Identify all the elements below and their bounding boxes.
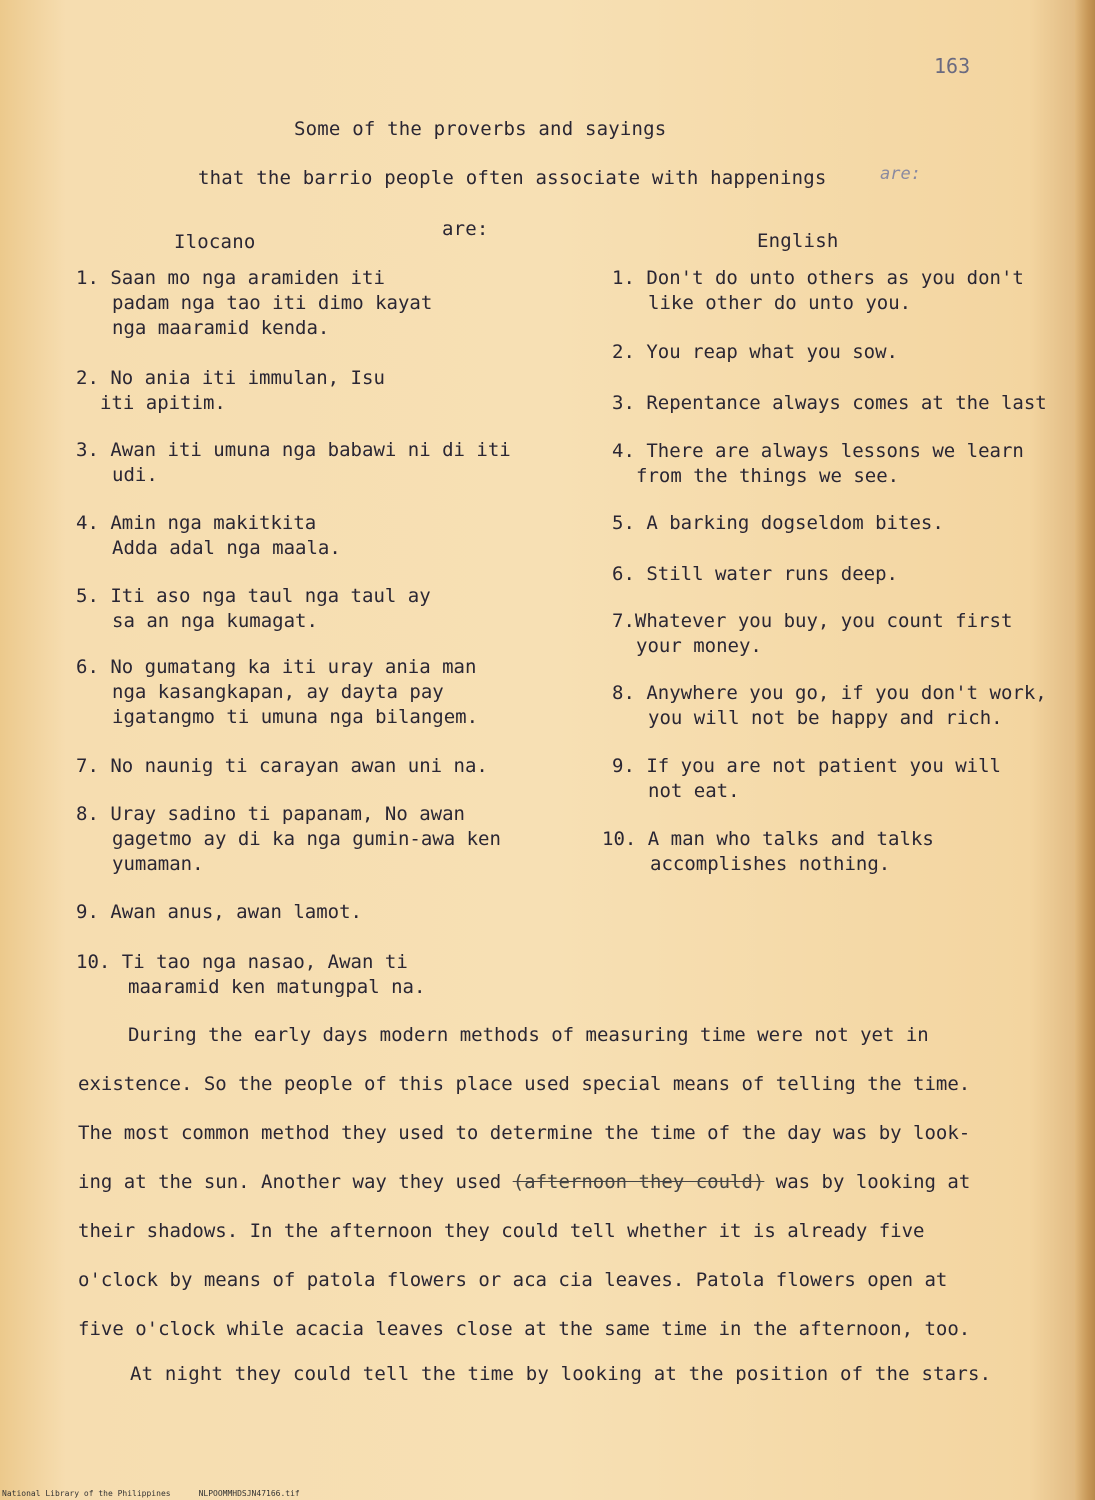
ilocano-item-6: 6. No gumatang ka iti uray ania man nga kasangkapan, ay dayta pay igatangmo ti umuna nga bilangem. — [76, 656, 479, 728]
ilocano-item-5: 5. Iti aso nga taul nga taul ay sa an nga kumagat. — [76, 585, 431, 632]
english-item-6: 6. Still water runs deep. — [612, 563, 899, 585]
body-paragraph-2: At night they could tell the time by looking at the position of the stars. — [130, 1363, 992, 1385]
ilocano-item-4: 4. Amin nga makitkita Adda adal nga maala. — [76, 512, 341, 559]
english-item-9: 9. If you are not patient you will not eat. — [612, 755, 1001, 802]
ilocano-item-2: 2. No ania iti immulan, Isu iti apitim. — [76, 367, 385, 414]
heading-line-1: Some of the proverbs and sayings — [294, 118, 667, 140]
heading-line-2: that the barrio people often associate with happenings — [198, 167, 827, 189]
english-item-10: 10. A man who talks and talks accomplishes nothing. — [602, 828, 934, 875]
page-number: 163 — [934, 54, 971, 78]
ilocano-item-9: 9. Awan anus, awan lamot. — [76, 901, 363, 923]
strikeout-text: (afternoon they could) — [512, 1171, 765, 1193]
english-item-8: 8. Anywhere you go, if you don't work, you will not be happy and rich. — [612, 682, 1047, 729]
scan-footer: National Library of the Philippines NLPOOMMHDSJN47166.tif — [2, 1489, 300, 1498]
ilocano-item-8: 8. Uray sadino ti papanam, No awan gagetmo ay di ka nga gumin-awa ken yumaman. — [76, 803, 501, 875]
ilocano-item-10: 10. Ti tao nga nasao, Awan ti maaramid ken matungpal na. — [76, 951, 426, 998]
ilocano-item-7: 7. No naunig ti carayan awan uni na. — [76, 755, 488, 777]
handwritten-insert: are: — [880, 164, 921, 184]
struck-word: are: — [442, 218, 489, 240]
page-edge — [1075, 0, 1095, 1500]
english-item-4: 4. There are always lessons we learn from the things we see. — [612, 440, 1024, 487]
ilocano-item-1: 1. Saan mo nga aramiden iti padam nga tao iti dimo kayat nga maaramid kenda. — [76, 267, 433, 339]
english-item-5: 5. A barking dogseldom bites. — [612, 512, 944, 534]
english-item-3: 3. Repentance always comes at the last — [612, 392, 1047, 414]
ilocano-header: Ilocano — [174, 231, 256, 253]
body-paragraph-1: During the early days modern methods of measuring time were not yet in existence. So the people of this place used special means of telling the time. The most common method they used to determine the time of the day was by look- ing at the sun. Another way they used (afternoon they could) was by looking at their shadows. In the afternoon they could tell whether it is already five o'clock by means of patola flowers or aca cia leaves. Patola flowers open at five o'clock while acacia leaves close at the same time in the afternoon, too. — [78, 1024, 971, 1340]
ilocano-item-3: 3. Awan iti umuna nga babawi ni di iti udi. — [76, 439, 511, 486]
english-item-2: 2. You reap what you sow. — [612, 341, 899, 363]
english-item-1: 1. Don't do unto others as you don't like other do unto you. — [612, 267, 1024, 314]
english-header: English — [757, 230, 839, 252]
english-item-7: 7.Whatever you buy, you count first your money. — [612, 610, 1013, 657]
